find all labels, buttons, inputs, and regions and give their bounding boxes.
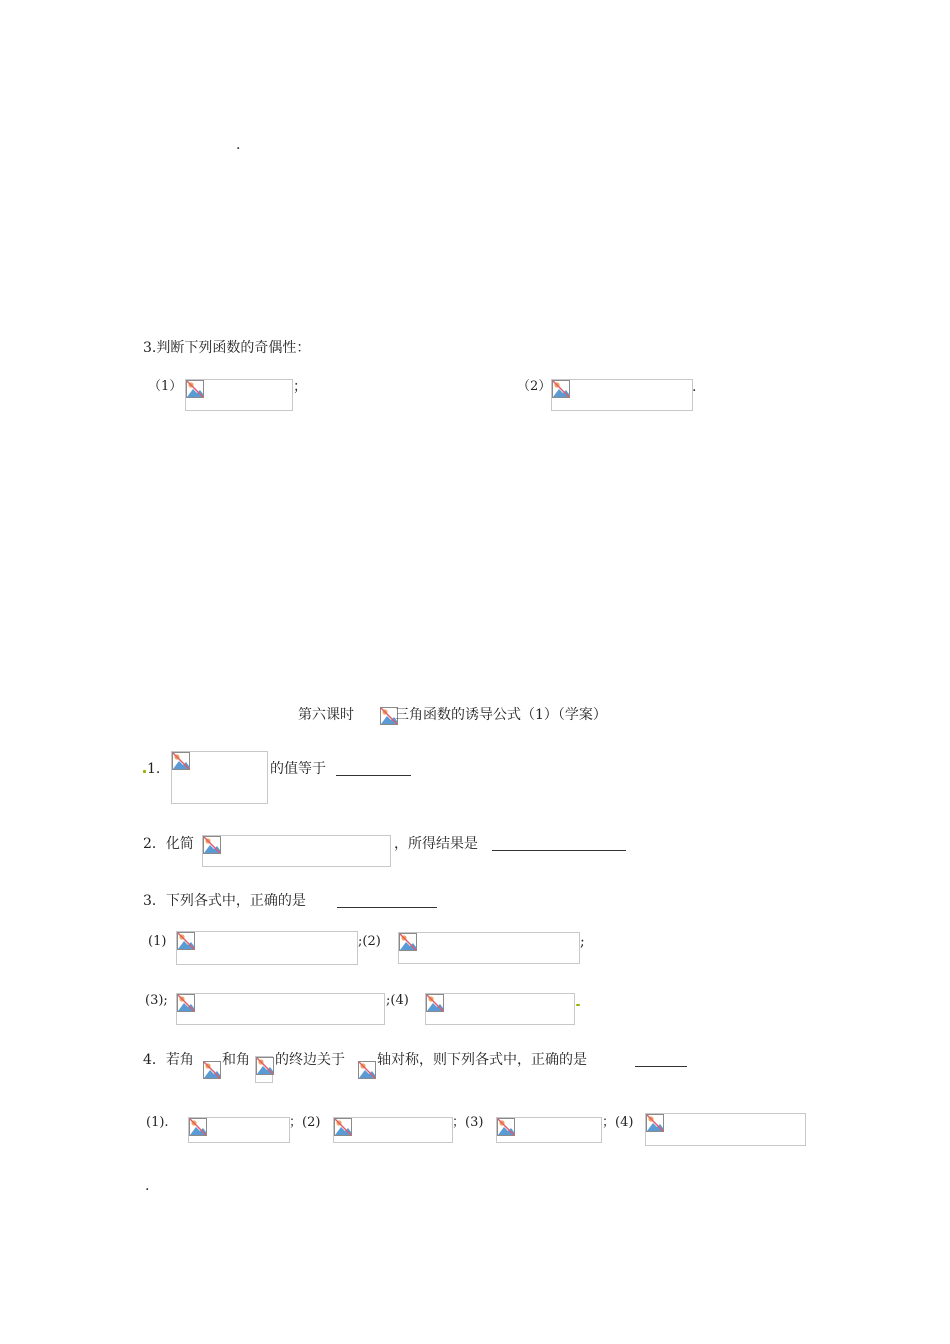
formula-image <box>176 931 358 965</box>
p3-end: ; <box>580 934 585 950</box>
top-dot: . <box>236 137 241 153</box>
p2-text: ，所得结果是 <box>394 836 478 852</box>
p3-label-2: ;(2) <box>358 934 381 949</box>
q3-item1-label: （1） <box>148 379 183 394</box>
p1-number: 1. <box>147 761 161 777</box>
formula-image <box>255 1056 273 1083</box>
broken-image-icon <box>334 1118 352 1136</box>
q3-item2-label: （2） <box>517 379 552 394</box>
green-marker <box>576 1004 580 1006</box>
broken-image-icon <box>203 1061 221 1079</box>
formula-image <box>202 835 391 867</box>
p4-option-1: (1). <box>146 1115 169 1130</box>
q3-heading: 3.判断下列函数的奇偶性： <box>143 340 311 356</box>
p4-mid3: 轴对称，则下列各式中，正确的是 <box>377 1052 587 1068</box>
lesson-title-prefix: 第六课时 <box>298 707 354 723</box>
lesson-title: 三角函数的诱导公式（1）（学案） <box>395 707 607 723</box>
answer-blank[interactable] <box>336 775 411 776</box>
p2-number: 2．化简 <box>143 836 194 852</box>
p4-mid2: 的终边关于 <box>275 1052 345 1068</box>
p4-option-4: ；(4) <box>602 1115 634 1130</box>
formula-image <box>185 379 293 411</box>
broken-image-icon <box>358 1061 376 1079</box>
broken-image-icon <box>497 1118 515 1136</box>
answer-blank[interactable] <box>635 1066 687 1067</box>
broken-image-icon <box>177 932 195 950</box>
broken-image-icon <box>186 380 204 398</box>
answer-blank[interactable] <box>337 907 437 908</box>
formula-image <box>171 751 268 804</box>
broken-image-icon <box>189 1118 207 1136</box>
formula-image <box>496 1117 602 1143</box>
p3-label-4: ;(4) <box>386 993 409 1008</box>
q3-item1-sep: ； <box>293 379 307 395</box>
q3-item2-sep: . <box>692 379 697 395</box>
p4-option-3: ；(3) <box>452 1115 484 1130</box>
p4-option-2: ；(2) <box>289 1115 321 1130</box>
green-marker <box>143 770 146 773</box>
p3-heading: 3．下列各式中，正确的是 <box>143 893 306 909</box>
formula-image <box>398 932 580 964</box>
p4-prefix: 4．若角 <box>143 1052 194 1068</box>
bottom-dot: . <box>145 1178 150 1194</box>
formula-image <box>188 1117 290 1143</box>
p4-mid1: 和角 <box>222 1052 250 1068</box>
formula-image <box>176 993 385 1025</box>
broken-image-icon <box>256 1057 274 1075</box>
broken-image-icon <box>177 994 195 1012</box>
formula-image <box>645 1113 806 1146</box>
p3-label-1: (1) <box>148 934 167 949</box>
formula-image <box>425 993 575 1025</box>
p1-text: 的值等于 <box>270 761 326 777</box>
broken-image-icon <box>646 1114 664 1132</box>
broken-image-icon <box>399 933 417 951</box>
broken-image-icon <box>203 836 221 854</box>
broken-image-icon <box>426 994 444 1012</box>
formula-image <box>551 379 693 411</box>
p3-label-3: (3); <box>145 993 168 1008</box>
broken-image-icon <box>172 752 190 770</box>
answer-blank[interactable] <box>492 850 626 851</box>
broken-image-icon <box>552 380 570 398</box>
formula-image <box>333 1117 453 1143</box>
